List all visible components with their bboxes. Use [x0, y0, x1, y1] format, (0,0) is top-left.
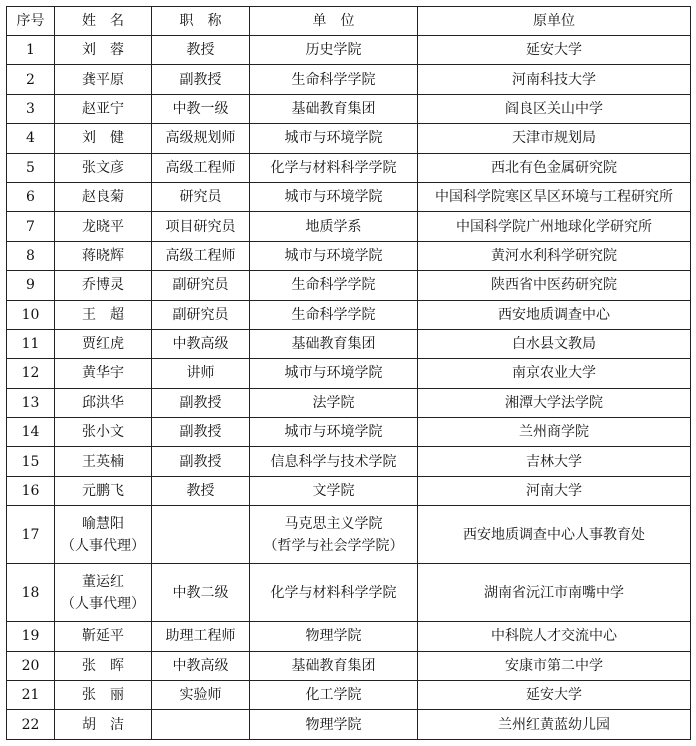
unit-line: 生命科学学院	[291, 277, 376, 294]
cell-unit	[250, 212, 418, 241]
cell-unit	[250, 388, 418, 417]
name-line: 贾红虎	[82, 336, 124, 353]
name-line: 张文彦	[82, 159, 124, 176]
header-name: 姓 名	[55, 7, 152, 36]
unit-line: 物理学院	[305, 716, 362, 733]
cell-title: 高级工程师	[152, 241, 250, 270]
unit-line: 法学院	[312, 394, 355, 411]
cell-original-unit: 安康市第二中学	[418, 651, 691, 680]
table-row	[7, 94, 691, 123]
cell-title: 教授	[152, 36, 250, 65]
header-row	[7, 7, 691, 36]
cell-unit	[250, 65, 418, 94]
cell-name	[55, 359, 152, 388]
table-row	[7, 329, 691, 358]
unit-line: 化学与材料科学学院	[270, 584, 397, 601]
unit-line: 城市与环境学院	[284, 365, 383, 382]
table-row	[7, 564, 691, 622]
cell-index: 13	[7, 388, 55, 417]
table-row	[7, 651, 691, 680]
cell-title: 副教授	[152, 447, 250, 476]
cell-index: 2	[7, 65, 55, 94]
table-row	[7, 65, 691, 94]
cell-name	[55, 564, 152, 622]
name-line: 刘 健	[82, 130, 124, 147]
cell-original-unit: 河南大学	[418, 476, 691, 505]
table-row	[7, 418, 691, 447]
header-original-unit: 原单位	[418, 7, 691, 36]
cell-name	[55, 651, 152, 680]
name-line: （人事代理）	[61, 537, 145, 554]
cell-index: 11	[7, 329, 55, 358]
name-line: 王 超	[82, 306, 124, 323]
cell-title: 实验师	[152, 681, 250, 710]
cell-name	[55, 153, 152, 182]
table-row	[7, 182, 691, 211]
cell-unit	[250, 182, 418, 211]
table-row	[7, 710, 691, 739]
name-line: 龚平原	[82, 71, 124, 88]
cell-index: 10	[7, 300, 55, 329]
unit-line: 基础教育集团	[291, 657, 376, 674]
cell-original-unit: 西安地质调查中心	[418, 300, 691, 329]
cell-title: 中教二级	[152, 564, 250, 622]
cell-unit	[250, 241, 418, 270]
cell-unit	[250, 710, 418, 739]
unit-line: 文学院	[312, 483, 355, 500]
cell-name	[55, 124, 152, 153]
header-unit: 单 位	[250, 7, 418, 36]
cell-name	[55, 329, 152, 358]
cell-index: 15	[7, 447, 55, 476]
name-line: 王英楠	[82, 453, 124, 470]
cell-unit	[250, 506, 418, 564]
cell-title: 助理工程师	[152, 622, 250, 651]
cell-index: 22	[7, 710, 55, 739]
cell-unit	[250, 564, 418, 622]
cell-original-unit: 陕西省中医药研究院	[418, 271, 691, 300]
cell-title: 项目研究员	[152, 212, 250, 241]
cell-name	[55, 65, 152, 94]
cell-original-unit: 中科院人才交流中心	[418, 622, 691, 651]
cell-original-unit: 湖南省沅江市南嘴中学	[418, 564, 691, 622]
cell-title: 副教授	[152, 418, 250, 447]
cell-original-unit: 河南科技大学	[418, 65, 691, 94]
cell-original-unit: 兰州红黄蓝幼儿园	[418, 710, 691, 739]
cell-unit	[250, 476, 418, 505]
table-row	[7, 447, 691, 476]
cell-original-unit: 中国科学院寒区旱区环境与工程研究所	[418, 182, 691, 211]
cell-title	[152, 506, 250, 564]
cell-original-unit: 白水县文教局	[418, 329, 691, 358]
table-row	[7, 300, 691, 329]
table-row	[7, 681, 691, 710]
cell-title: 中教高级	[152, 329, 250, 358]
cell-unit	[250, 300, 418, 329]
unit-line: 城市与环境学院	[284, 130, 383, 147]
cell-name	[55, 182, 152, 211]
unit-line: 马克思主义学院	[284, 515, 383, 532]
cell-index: 12	[7, 359, 55, 388]
unit-line: 城市与环境学院	[284, 247, 383, 264]
cell-title	[152, 710, 250, 739]
cell-name	[55, 506, 152, 564]
cell-name	[55, 241, 152, 270]
unit-line: 化学与材料科学学院	[270, 159, 397, 176]
cell-name	[55, 212, 152, 241]
cell-original-unit: 延安大学	[418, 36, 691, 65]
unit-line: 生命科学学院	[291, 306, 376, 323]
cell-unit	[250, 271, 418, 300]
cell-unit	[250, 681, 418, 710]
cell-index: 18	[7, 564, 55, 622]
table-row	[7, 476, 691, 505]
name-line: 张小文	[82, 424, 124, 441]
cell-name	[55, 271, 152, 300]
cell-name	[55, 300, 152, 329]
cell-unit	[250, 124, 418, 153]
cell-original-unit: 西安地质调查中心人事教育处	[418, 506, 691, 564]
cell-name	[55, 681, 152, 710]
cell-unit	[250, 651, 418, 680]
name-line: 赵良菊	[82, 189, 124, 206]
cell-index: 7	[7, 212, 55, 241]
name-line: 赵亚宁	[82, 100, 124, 117]
cell-name	[55, 476, 152, 505]
cell-original-unit: 兰州商学院	[418, 418, 691, 447]
unit-line: 化工学院	[305, 687, 362, 704]
cell-index: 17	[7, 506, 55, 564]
cell-name	[55, 388, 152, 417]
cell-unit	[250, 359, 418, 388]
cell-title: 研究员	[152, 182, 250, 211]
cell-index: 21	[7, 681, 55, 710]
cell-title: 高级工程师	[152, 153, 250, 182]
cell-index: 3	[7, 94, 55, 123]
cell-index: 19	[7, 622, 55, 651]
table-row	[7, 622, 691, 651]
table-row	[7, 388, 691, 417]
unit-line: 基础教育集团	[291, 336, 376, 353]
header-index: 序号	[7, 7, 55, 36]
table-row	[7, 36, 691, 65]
cell-name	[55, 36, 152, 65]
cell-name	[55, 622, 152, 651]
name-line: 龙晓平	[82, 218, 124, 235]
cell-original-unit: 西北有色金属研究院	[418, 153, 691, 182]
cell-unit	[250, 329, 418, 358]
name-line: 张 丽	[82, 687, 124, 704]
cell-title: 副教授	[152, 388, 250, 417]
name-line: 邱洪华	[82, 394, 124, 411]
table-row	[7, 359, 691, 388]
unit-line: 地质学系	[305, 218, 362, 235]
unit-line: 生命科学学院	[291, 71, 376, 88]
name-line: 董运红	[82, 573, 124, 590]
cell-unit	[250, 36, 418, 65]
name-line: （人事代理）	[61, 595, 145, 612]
table-row	[7, 124, 691, 153]
header-title: 职 称	[152, 7, 250, 36]
cell-name	[55, 94, 152, 123]
unit-line: 城市与环境学院	[284, 424, 383, 441]
unit-line: 物理学院	[305, 628, 362, 645]
unit-line: 历史学院	[305, 42, 362, 59]
cell-name	[55, 447, 152, 476]
cell-original-unit: 南京农业大学	[418, 359, 691, 388]
unit-line: 城市与环境学院	[284, 189, 383, 206]
name-line: 喻慧阳	[82, 515, 124, 532]
unit-line: （哲学与社会学学院）	[263, 537, 404, 554]
cell-original-unit: 阎良区关山中学	[418, 94, 691, 123]
personnel-table	[6, 6, 691, 740]
cell-index: 8	[7, 241, 55, 270]
name-line: 黄华宇	[82, 365, 124, 382]
cell-index: 6	[7, 182, 55, 211]
name-line: 靳延平	[82, 628, 124, 645]
cell-index: 9	[7, 271, 55, 300]
cell-original-unit: 吉林大学	[418, 447, 691, 476]
name-line: 元鹏飞	[82, 483, 124, 500]
name-line: 蒋晓辉	[82, 247, 124, 264]
cell-title: 教授	[152, 476, 250, 505]
unit-line: 信息科学与技术学院	[270, 453, 397, 470]
cell-unit	[250, 447, 418, 476]
cell-title: 讲师	[152, 359, 250, 388]
cell-name	[55, 418, 152, 447]
cell-unit	[250, 418, 418, 447]
cell-title: 高级规划师	[152, 124, 250, 153]
cell-unit	[250, 622, 418, 651]
name-line: 刘 蓉	[82, 42, 124, 59]
cell-title: 中教高级	[152, 651, 250, 680]
table-row	[7, 212, 691, 241]
cell-original-unit: 湘潭大学法学院	[418, 388, 691, 417]
cell-index: 4	[7, 124, 55, 153]
cell-unit	[250, 94, 418, 123]
table-row	[7, 271, 691, 300]
cell-index: 5	[7, 153, 55, 182]
cell-title: 中教一级	[152, 94, 250, 123]
name-line: 胡 洁	[82, 716, 124, 733]
name-line: 乔博灵	[82, 277, 124, 294]
cell-original-unit: 黄河水利科学研究院	[418, 241, 691, 270]
table-header	[7, 7, 691, 36]
table-body	[7, 36, 691, 740]
table-row	[7, 241, 691, 270]
cell-title: 副研究员	[152, 300, 250, 329]
name-line: 张 晖	[82, 657, 124, 674]
cell-name	[55, 710, 152, 739]
cell-index: 1	[7, 36, 55, 65]
table-row	[7, 506, 691, 564]
cell-original-unit: 延安大学	[418, 681, 691, 710]
cell-index: 14	[7, 418, 55, 447]
cell-original-unit: 中国科学院广州地球化学研究所	[418, 212, 691, 241]
cell-index: 20	[7, 651, 55, 680]
unit-line: 基础教育集团	[291, 100, 376, 117]
cell-title: 副研究员	[152, 271, 250, 300]
cell-unit	[250, 153, 418, 182]
table-row	[7, 153, 691, 182]
cell-original-unit: 天津市规划局	[418, 124, 691, 153]
cell-title: 副教授	[152, 65, 250, 94]
cell-index: 16	[7, 476, 55, 505]
